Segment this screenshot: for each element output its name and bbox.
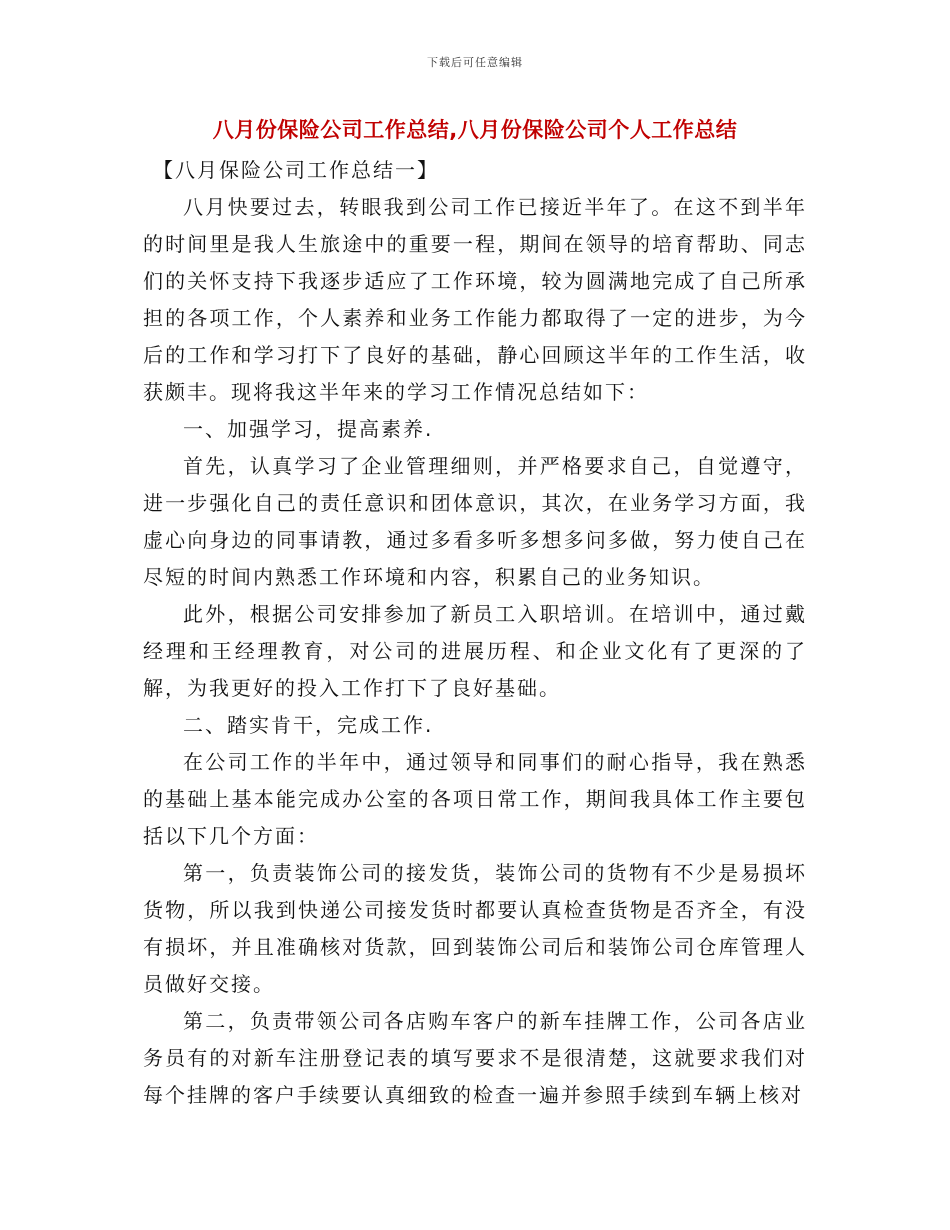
subheading-diligent-work: 二、踏实肯干，完成工作. — [183, 713, 434, 737]
section-heading: 【八月保险公司工作总结一】 — [153, 158, 439, 182]
paragraph: 在公司工作的半年中，通过领导和同事们的耐心指导，我在熟悉的基础上基本能完成办公室的各项日常工作，期间我具体工作主要包括以下几个方面： — [143, 750, 807, 848]
paragraph: 第二，负责带领公司各店购车客户的新车挂牌工作，公司各店业务员有的对新车注册登记表的填写要求不是很清楚，这就要求我们对每个挂牌的客户手续要认真细致的检查一遍并参照手续到车辆上核对 — [143, 1009, 807, 1107]
paragraph: 首先，认真学习了企业管理细则，并严格要求自己，自觉遵守，进一步强化自己的责任意识和团体意识，其次，在业务学习方面，我虚心向身边的同事请教，通过多看多听多想多问多做，努力使自己在尽短的时间内熟悉工作环境和内容，积累自己的业务知识。 — [143, 454, 807, 589]
header-note: 下载后可任意编辑 — [427, 56, 523, 69]
subheading-strengthen-learning: 一、加强学习，提高素养. — [183, 417, 434, 441]
document-title: 八月份保险公司工作总结,八月份保险公司个人工作总结 — [212, 118, 738, 142]
paragraph: 第一，负责装饰公司的接发货，装饰公司的货物有不少是易损坏货物，所以我到快递公司接发货时都要认真检查货物是否齐全，有没有损坏，并且准确核对货款，回到装饰公司后和装饰公司仓库管理人员做好交接。 — [143, 861, 807, 996]
document-body — [143, 152, 807, 1114]
paragraph: 八月快要过去，转眼我到公司工作已接近半年了。在这不到半年的时间里是我人生旅途中的重要一程，期间在领导的培育帮助、同志们的关怀支持下我逐步适应了工作环境，较为圆满地完成了自己所承担的各项工作，个人素养和业务工作能力都取得了一定的进步，为今后的工作和学习打下了良好的基础，静心回顾这半年的工作生活，收获颇丰。现将我这半年来的学习工作情况总结如下： — [143, 195, 807, 404]
paragraph: 此外，根据公司安排参加了新员工入职培训。在培训中，通过戴经理和王经理教育，对公司的进展历程、和企业文化有了更深的了解，为我更好的投入工作打下了良好基础。 — [143, 602, 807, 700]
